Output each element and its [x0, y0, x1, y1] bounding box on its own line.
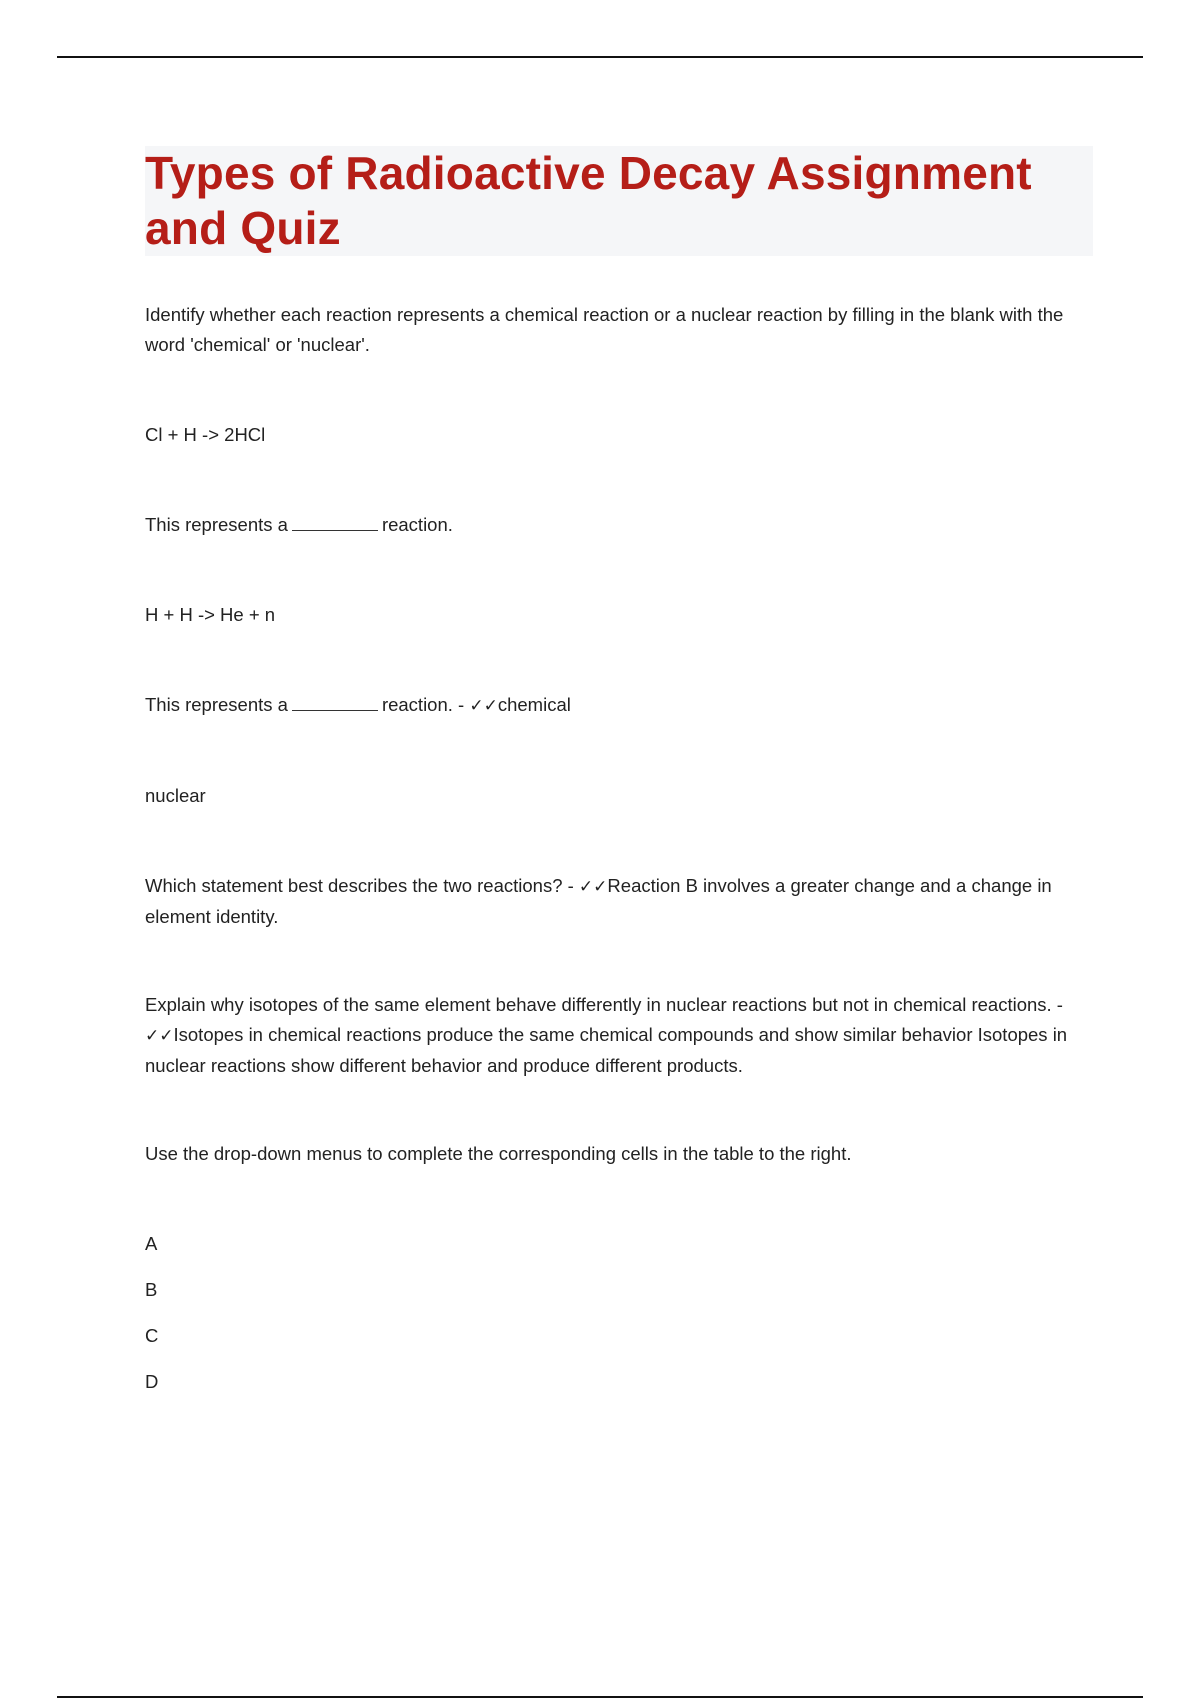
top-rule	[57, 56, 1143, 58]
title-block	[145, 146, 1093, 256]
option-c: C	[145, 1325, 159, 1346]
q2-question: Which statement best describes the two reactions? -	[145, 875, 574, 896]
q3-answer: Isotopes in chemical reactions produce the same chemical compounds and show similar behavior Isotopes in nuclear reactions show different behavior and produce different products.	[145, 1024, 1068, 1076]
represents-prefix: This represents a	[145, 514, 288, 535]
represents-suffix-2: reaction. -	[381, 694, 465, 715]
intro-paragraph: Identify whether each reaction represents a chemical reaction or a nuclear reaction by filling in the blank with the word 'chemical' or 'nuclear'.	[145, 304, 1064, 355]
question-2	[145, 871, 1093, 932]
document-body	[145, 146, 1093, 1397]
represents-prefix-2: This represents a	[145, 694, 288, 715]
q2-answer: Reaction B involves a greater change and a change in element identity.	[145, 875, 1052, 927]
document-title: Types of Radioactive Decay Assignment and Quiz	[145, 147, 1032, 254]
fill-blank-2	[145, 690, 1093, 721]
bottom-rule	[57, 1696, 1143, 1698]
reaction-2: H + H -> He + n	[145, 604, 276, 625]
checkmark-icon: ✓✓	[469, 696, 498, 716]
blank-line	[292, 512, 378, 531]
q3-question: Explain why isotopes of the same element behave differently in nuclear reactions but not in chemical reactions. -	[145, 994, 1063, 1015]
represents-suffix: reaction.	[381, 514, 453, 535]
option-d: D	[145, 1371, 159, 1392]
answer-chemical: chemical	[497, 694, 571, 715]
checkmark-icon: ✓✓	[578, 877, 608, 897]
option-b: B	[145, 1279, 158, 1300]
reaction-1: Cl + H -> 2HCl	[145, 424, 266, 445]
fill-blank-1	[145, 510, 1093, 540]
answer-nuclear: nuclear	[145, 785, 206, 806]
option-a: A	[145, 1233, 158, 1254]
question-3	[145, 990, 1093, 1081]
question-4: Use the drop-down menus to complete the corresponding cells in the table to the right.	[145, 1143, 852, 1164]
checkmark-icon: ✓✓	[145, 1026, 174, 1046]
blank-line-2	[292, 692, 378, 711]
